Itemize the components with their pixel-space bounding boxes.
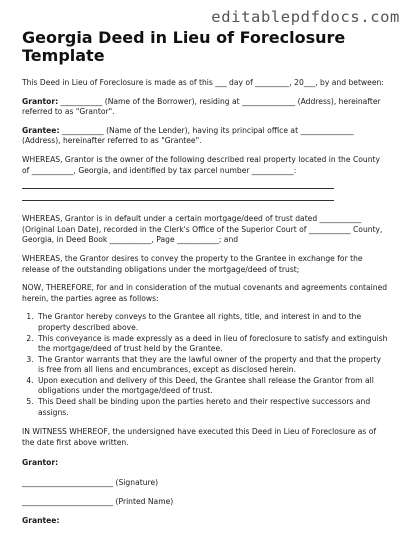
grantee-text: ___________ (Name of the Lender), having its principal office at ______________ (Address), hereinafter referred to as "Grantee". (22, 125, 354, 146)
list-item: 5. This Deed shall be binding upon the parties hereto and their respective successors and assigns. (36, 397, 388, 418)
grantee-label: Grantee: (22, 125, 60, 135)
property-description-line-2 (22, 200, 334, 201)
grantor-text: ___________ (Name of the Borrower), residing at ______________ (Address), hereinafter referred to as "Grantor". (22, 96, 381, 117)
witness-paragraph: IN WITNESS WHEREOF, the undersigned have executed this Deed in Lieu of Foreclosure as of the date first above written. (22, 427, 377, 447)
grantee-signature-heading: Grantee: (22, 516, 60, 526)
grantor-signature-heading: Grantor: (22, 458, 59, 468)
grantor-label: Grantor: (22, 96, 59, 106)
grantee-paragraph (22, 126, 388, 147)
whereas-property-paragraph: WHEREAS, Grantor is the owner of the following described real property located in the County of ___________, Georgia, and identified by tax parcel number ___________: (22, 154, 380, 175)
property-description-line-1 (22, 188, 334, 189)
list-item: 1. The Grantor hereby conveys to the Grantee all rights, title, and interest in and to the property described above. (36, 312, 388, 333)
document-title: Georgia Deed in Lieu of Foreclosure Template (22, 28, 346, 65)
list-item: 2. This conveyance is made expressly as a deed in lieu of foreclosure to satisfy and extinguish the mortgage/deed of trust held by the Grantee. (36, 334, 388, 355)
terms-list (22, 312, 388, 418)
list-item: 4. Upon execution and delivery of this Deed, the Grantee shall release the Grantor from all obligations under the mortgage/deed of trust. (36, 376, 388, 397)
whereas-convey-paragraph: WHEREAS, the Grantor desires to convey the property to the Grantee in exchange for the release of the outstanding obligations under the mortgage/deed of trust; (22, 253, 363, 274)
now-therefore-paragraph: NOW, THEREFORE, for and in consideration of the mutual covenants and agreements contained herein, the parties agree as follows: (22, 283, 388, 303)
grantor-signature-line: ________________________ (Signature) (22, 478, 159, 488)
whereas-default-paragraph: WHEREAS, Grantor is in default under a certain mortgage/deed of trust dated ___________ (Original Loan Date), recorded in the Clerk's Office of the Superior Court of ___________ County, Georgia, in Deed Book ___________, Page ___________; and (22, 214, 383, 245)
document-body (22, 78, 388, 536)
list-item: 3. The Grantor warrants that they are the lawful owner of the property and that the property is free from all liens and encumbrances, except as disclosed herein. (36, 355, 388, 376)
grantor-paragraph (22, 97, 388, 118)
grantor-printed-name-line: ________________________ (Printed Name) (22, 496, 174, 506)
intro-paragraph: This Deed in Lieu of Foreclosure is made as of this ___ day of _________, 20___, by and between: (22, 78, 384, 87)
site-watermark: editablepdfdocs.com (211, 8, 400, 26)
